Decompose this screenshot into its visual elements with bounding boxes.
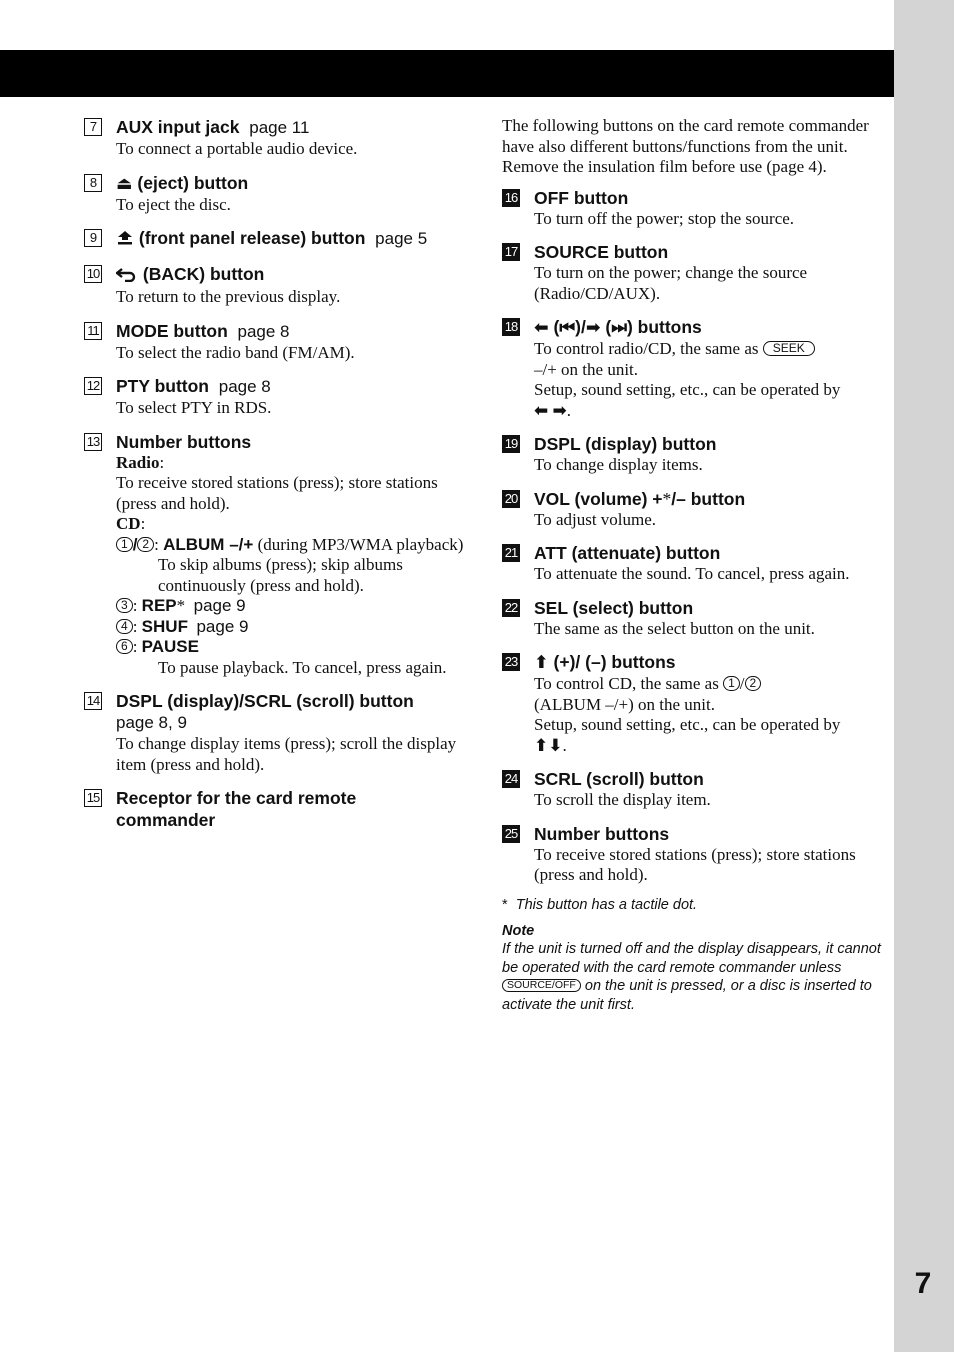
item-description: To return to the previous display.: [116, 287, 341, 306]
item-title: ATT (attenuate) button: [534, 543, 721, 563]
item-title: DSPL (display) button: [534, 434, 717, 454]
up-arrow-icon: ⬆: [534, 735, 549, 756]
item-description: To turn on the power; change the source (Radio/CD/AUX).: [534, 263, 808, 303]
item-number: 7: [84, 118, 102, 136]
key-4: 4: [116, 619, 133, 634]
next-track-icon: ⏭: [611, 318, 627, 338]
list-item-18: 18 ⬅ (⏮)/➡ (⏭) buttons To control radio/CD, the same as SEEK –/+ on the unit. Setup, sound setting, etc., can be operated by ⬅ ➡.: [502, 316, 882, 421]
item-description: To attenuate the sound. To cancel, press again.: [534, 564, 850, 583]
list-item-19: [502, 433, 882, 476]
note-text: If the unit is turned off and the display disappears, it cannot be operated with the card remote commander unless: [502, 941, 881, 976]
item-description: To control radio/CD, the same as: [534, 339, 759, 358]
list-item-10: [84, 263, 472, 308]
list-item-22: [502, 597, 882, 640]
item-number: 20: [502, 490, 520, 508]
key-2: 2: [745, 676, 762, 691]
item-description-2: Setup, sound setting, etc., can be operated by: [534, 715, 841, 734]
item-description: To receive stored stations (press); store stations (press and hold).: [534, 844, 856, 884]
item-number: 23: [502, 653, 520, 671]
item-number: 14: [84, 692, 102, 710]
item-description: To control CD, the same as: [534, 674, 719, 693]
item-title: VOL (volume) +: [534, 488, 663, 509]
item-number: 22: [502, 599, 520, 617]
eject-icon: ⏏: [116, 173, 133, 194]
item-description: To select the radio band (FM/AM).: [116, 342, 355, 362]
album-label: ALBUM –/+: [163, 534, 254, 554]
item-number: 10: [84, 265, 102, 283]
item-description: To turn off the power; stop the source.: [534, 208, 795, 228]
item-description: To change display items (press); scroll the display item (press and hold).: [116, 734, 457, 774]
item-description-2: Setup, sound setting, etc., can be operated by: [534, 380, 841, 399]
item-title: (+)/ (–) buttons: [553, 652, 676, 672]
key-3: 3: [116, 598, 133, 613]
list-item-23: 23 ⬆ (+)/ (–) buttons To control CD, the same as 1 / 2 (ALBUM –/+) on the unit. Setup, sound setting, etc., can be operated by ⬆⬇.: [502, 651, 882, 756]
source-off-key: SOURCE/OFF: [502, 979, 581, 992]
item-number: 24: [502, 770, 520, 788]
intro-paragraph: The following buttons on the card remote commander have also different buttons/functions from the unit. Remove the insulation film before use (page 4).: [502, 116, 869, 176]
album-note: (during MP3/WMA playback): [257, 534, 464, 554]
item-description: To eject the disc.: [116, 194, 231, 214]
left-column: [84, 116, 472, 831]
right-arrow-icon: ➡: [585, 318, 601, 338]
radio-description: To receive stored stations (press); store stations (press and hold).: [116, 473, 438, 513]
item-title: MODE button: [116, 320, 228, 341]
list-item-7: [84, 116, 472, 160]
item-number: 17: [502, 243, 520, 261]
item-number: 15: [84, 789, 102, 807]
list-item-16: [502, 187, 882, 230]
side-tab: [894, 0, 954, 1352]
previous-track-icon: ⏮: [559, 318, 576, 338]
list-item-25: [502, 823, 882, 886]
page-ref: page 5: [375, 229, 428, 248]
item-title: Number buttons: [116, 431, 252, 452]
item-title: SEL (select) button: [534, 597, 694, 618]
right-column: The following buttons on the card remote commander have also different buttons/functions from the unit. Remove the insulation film before use (page 4). 16 OFF button To turn off the power; stop the source. 17 SOURCE button To turn on the power; change the source (Radio/CD/AUX). 18 ⬅ (⏮)/➡ (⏭) buttons To control radio/CD, the same as SEEK –/+ on the unit. Setup, sound setting, etc., can be operated by ⬅ ➡. 19 DSPL (display) button To change display items. 20 VOL (volume) +*/– button To adjust volume. 21 ATT (attenuate) button To attenuate the sound. To cancel, press again. 22 SEL (select) button The same as the select button on the unit. 23 ⬆ (+)/ (–) buttons To control CD, the same as 1 / 2 (ALBUM –/+) on the unit. Setup, sound setting, etc., can be operated by ⬆⬇. 24 SCRL (scroll) button To scroll the display item. 25 Number buttons To receive stored stations (press); store stations (press and hold). * This button has a tactile dot. Note If the unit is turned off and the display disappears, it cannot be operated with the card remote commander unless SOURCE/OFF on the unit is pressed, or a disc is inserted to activate the unit first.: [502, 116, 881, 1013]
back-arrow-icon: [116, 265, 138, 287]
key-1: 1: [116, 537, 133, 552]
page-ref: page 11: [249, 118, 310, 137]
item-title: Number buttons: [534, 823, 670, 844]
item-title: OFF button: [534, 187, 629, 208]
item-description: To scroll the display item.: [534, 790, 711, 809]
list-item-8: [84, 172, 472, 216]
key-2: 2: [137, 537, 154, 552]
item-title: AUX input jack: [116, 117, 240, 137]
down-arrow-icon: ⬇: [548, 735, 563, 756]
item-description: To select PTY in RDS.: [116, 398, 272, 417]
item-description: The same as the select button on the unit.: [534, 618, 815, 638]
list-item-17: [502, 241, 882, 304]
seek-key: SEEK: [763, 341, 815, 356]
radio-label: Radio: [116, 452, 160, 472]
list-item-13: 13 Number buttons Radio: To receive stored stations (press); store stations (press and hold). CD: 1 / 2 : ALBUM –/+ (during MP3/WMA playback) To skip albums (press); skip albums continuously (press and hold). 3 : REP* page 9 4 : SHUF page 9 6 : PAUSE To pause playback. To cancel, press again.: [84, 431, 472, 679]
up-arrow-icon: ⬆: [534, 653, 549, 673]
footnote: This button has a tactile dot.: [515, 896, 698, 913]
item-title: (eject) button: [137, 172, 249, 193]
item-description: To connect a portable audio device.: [116, 139, 358, 158]
front-panel-release-icon: [116, 229, 134, 251]
item-number: 25: [502, 825, 520, 843]
right-arrow-icon: ➡: [552, 400, 567, 421]
item-title: (front panel release) button: [138, 228, 366, 248]
item-title-tail: /– button: [671, 488, 746, 509]
header-bar: [0, 50, 894, 97]
item-title: PTY button: [116, 376, 209, 396]
page-ref: page 8, 9: [116, 713, 187, 732]
album-description: To skip albums (press); skip albums continuously (press and hold).: [158, 555, 403, 595]
item-number: 18: [502, 318, 520, 336]
list-item-11: [84, 320, 472, 364]
left-arrow-icon: ⬅: [534, 400, 549, 421]
item-description-cont: (ALBUM –/+) on the unit.: [534, 694, 715, 714]
item-description: To adjust volume.: [534, 509, 657, 529]
pause-description: To pause playback. To cancel, press again.: [158, 657, 447, 677]
item-number: 13: [84, 433, 102, 451]
rep-label: REP: [141, 596, 177, 615]
item-title: SOURCE button: [534, 242, 669, 262]
page-ref: page 8: [237, 321, 290, 341]
page-number: 7: [914, 1267, 932, 1300]
key-1: 1: [723, 676, 740, 691]
key-6: 6: [116, 639, 133, 654]
list-item-21: [502, 542, 882, 585]
item-description-cont: –/+ on the unit.: [534, 359, 639, 379]
left-arrow-icon: ⬅: [534, 318, 549, 338]
shuf-label: SHUF: [141, 616, 188, 636]
item-number: 8: [84, 174, 102, 192]
note-text-cont: on the unit is pressed, or a disc is inserted to activate the unit first.: [502, 978, 872, 1013]
page-ref: page 9: [193, 596, 246, 615]
item-title: (BACK) button: [142, 264, 265, 284]
page-ref: page 9: [196, 616, 249, 636]
list-item-9: [84, 227, 472, 251]
pause-label: PAUSE: [141, 637, 199, 656]
item-title: Receptor for the card remote commander: [116, 788, 357, 830]
item-number: 16: [502, 189, 520, 207]
list-item-24: [502, 768, 882, 811]
item-number: 9: [84, 229, 102, 247]
item-number: 12: [84, 377, 102, 395]
page-ref: page 8: [218, 377, 271, 396]
item-number: 11: [84, 322, 102, 340]
item-description: To change display items.: [534, 455, 703, 474]
cd-label: CD: [116, 514, 141, 533]
list-item-12: [84, 375, 472, 419]
note-title: Note: [502, 923, 535, 939]
item-title: DSPL (display)/SCRL (scroll) button: [116, 691, 414, 711]
list-item-20: 20 VOL (volume) +*/– button To adjust volume.: [502, 488, 882, 531]
list-item-15: [84, 787, 472, 831]
item-title: SCRL (scroll) button: [534, 769, 704, 789]
list-item-14: [84, 690, 472, 775]
item-number: 21: [502, 544, 520, 562]
item-number: 19: [502, 435, 520, 453]
